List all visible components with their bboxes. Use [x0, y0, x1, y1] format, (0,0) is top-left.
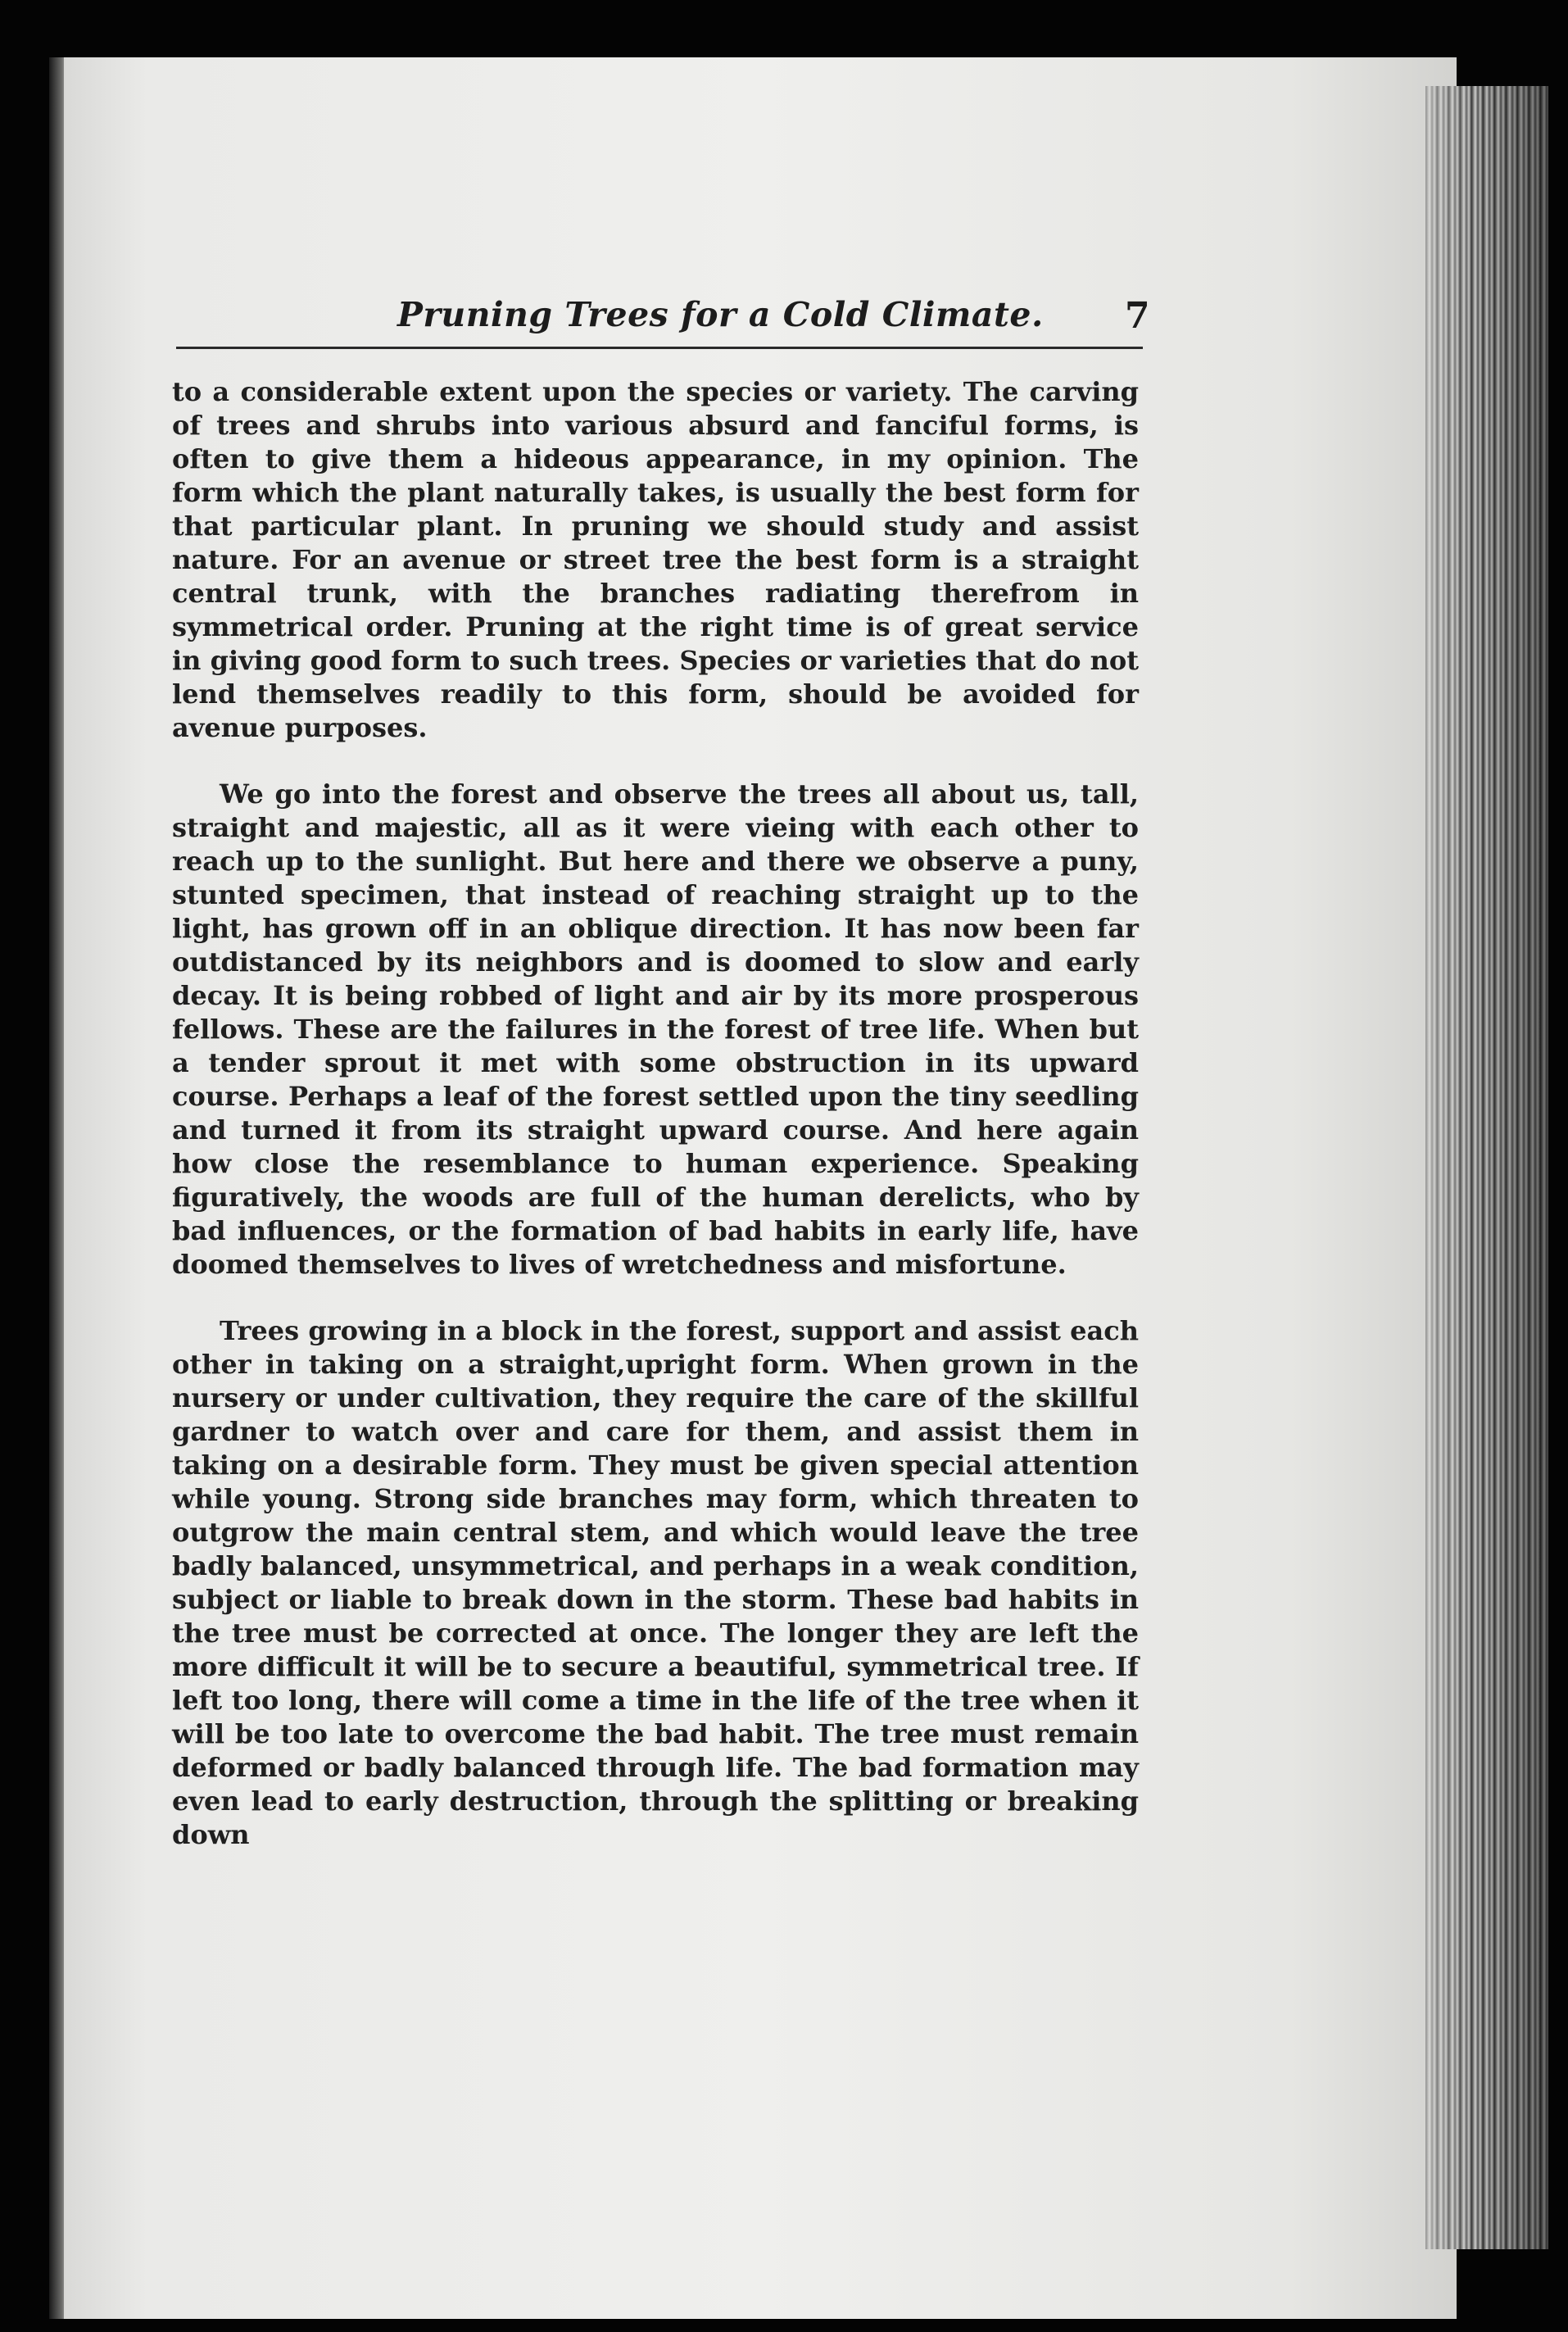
page-edges-shadow: [1425, 86, 1548, 2249]
page-header: [176, 285, 1150, 359]
paragraph-3: Trees growing in a block in the forest, support and assist each other in taking on a straight,upright form. When grown in the nursery or under cultivation, they require the care of the skillful gardner to watch over and care for them, and assist them in taking on a desirable form. They must be given special attention while young. Strong side branches may form, which threaten to outgrow the main central stem, and which would leave the tree badly balanced, unsymmetrical, and perhaps in a weak condition, subject or liable to break down in the storm. These bad habits in the tree must be corrected at once. The longer they are left the more difficult it will be to secure a beautiful, symmetrical tree. If left too long, there will come a time in the life of the tree when it will be too late to overcome the bad habit. The tree must remain deformed or badly balanced through life. The bad formation may even lead to early destruction, through the splitting or breaking down: [172, 1315, 1139, 1850]
body-text: [172, 375, 1139, 1885]
paragraph-1: to a considerable extent upon the species or variety. The carving of trees and shrubs into various absurd and fanciful forms, is often to give them a hideous appearance, in my opinion. The form which the plant naturally takes, is usually the best form for that particular plant. In pruning we should study and assist nature. For an avenue or street tree the best form is a straight central trunk, with the branches radiating therefrom in symmetrical order. Pruning at the right time is of great service in giving good form to such trees. Species or varieties that do not lend themselves readily to this form, should be avoided for avenue purposes.: [172, 376, 1139, 743]
page-number: 7: [1125, 295, 1150, 337]
running-head: Pruning Trees for a Cold Climate.: [397, 295, 1044, 334]
header-rule: [176, 347, 1143, 349]
paragraph-2: We go into the forest and observe the trees all about us, tall, straight and majestic, all as it were vieing with each other to reach up to the sunlight. But here and there we observe a puny, stunted specimen, that instead of reaching straight up to the light, has grown off in an oblique direction. It has now been far outdistanced by its neighbors and is doomed to slow and early decay. It is being robbed of light and air by its more prosperous fellows. These are the failures in the forest of tree life. When but a tender sprout it met with some obstruction in its upward course. Perhaps a leaf of the forest settled upon the tiny seedling and turned it from its straight upward course. And here again how close the resemblance to human experience. Speaking figuratively, the woods are full of the human derelicts, who by bad influences, or the formation of bad habits in early life, have doomed themselves to lives of wretchedness and misfortune.: [172, 778, 1139, 1280]
